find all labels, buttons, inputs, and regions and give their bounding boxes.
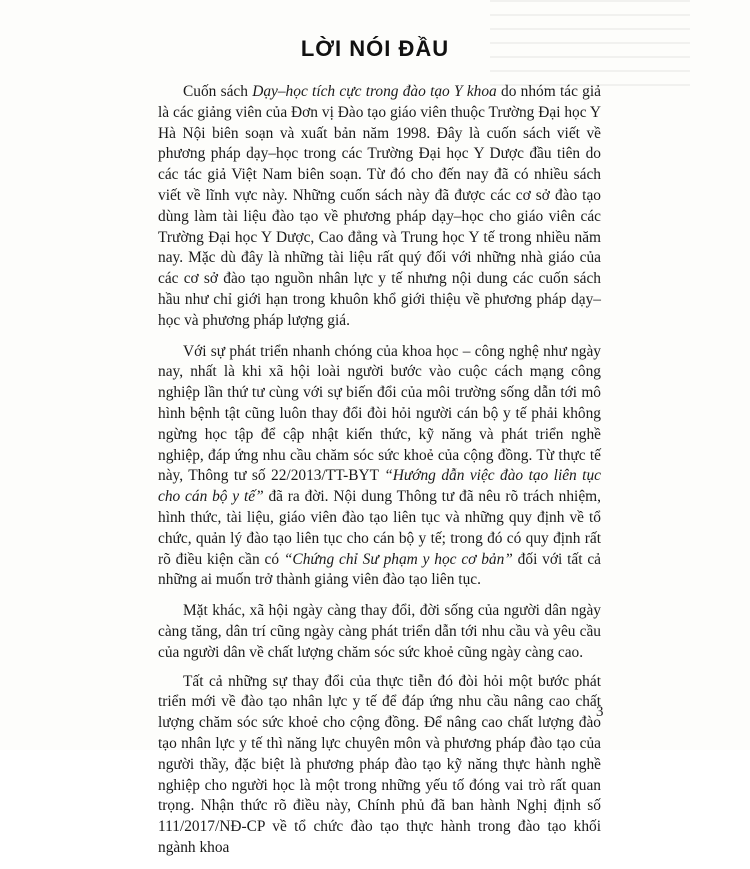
page-title: LỜI NÓI ĐẦU bbox=[300, 36, 450, 61]
paragraph-2 bbox=[158, 342, 601, 592]
page-number: 3 bbox=[596, 704, 604, 720]
circular-title: “Hướng dẫn việc đào tạo liên tục cho cán bộ y tế” bbox=[158, 467, 601, 506]
paragraph-1-lead: Cuốn sách bbox=[183, 83, 253, 100]
paragraph-1 bbox=[158, 82, 601, 332]
paragraph-4: Tất cả những sự thay đổi của thực tiễn đó đòi hỏi một bước phát triển mới về đào tạo nhân lực y tế để đáp ứng nhu cầu nâng cao chất lượng chăm sóc sức khoẻ cho cộng đồng. Để nâng cao chất lượng đào tạo nhân lực y tế thì năng lực chuyên môn và phương pháp đào tạo của người thầy, đặc biệt là phương pháp đào tạo kỹ năng thực hành nghề nghiệp cho người học là một trong những yếu tố đóng vai trò rất quan trọng. Nhận thức rõ điều này, Chính phủ đã ban hành Nghị định số 111/2017/NĐ-CP về tổ chức đào tạo thực hành trong đào tạo khối ngành khoa bbox=[158, 672, 601, 856]
paragraph-3: Mặt khác, xã hội ngày càng thay đổi, đời sống của người dân ngày càng tăng, dân trí cũng ngày càng phát triển dẫn tới nhu cầu và yêu cầu của người dân về chất lượng chăm sóc sức khoẻ cũng ngày càng cao. bbox=[158, 602, 601, 661]
paragraph-2-rest: đối với tất cả những ai muốn trở thành giảng viên đào tạo liên tục. bbox=[158, 550, 601, 589]
paragraph-2-middle: đã ra đời. Nội dung Thông tư đã nêu rõ trách nhiệm, hình thức, tài liệu, giáo viên đào tạo liên tục và những quy định về tổ chức, quản lý đào tạo liên tục cho cán bộ y tế; trong đó có quy định rất rõ điều kiện cần có bbox=[158, 488, 601, 568]
body-text bbox=[158, 82, 601, 869]
book-title: Dạy–học tích cực trong đào tạo Y khoa bbox=[252, 83, 497, 100]
certificate-title: “Chứng chỉ Sư phạm y học cơ bản” bbox=[283, 550, 513, 568]
paragraph-1-rest: do nhóm tác giả là các giảng viên của Đơn vị Đào tạo giáo viên thuộc Trường Đại học Y Hà Nội biên soạn và xuất bản năm 1998. Đây là cuốn sách viết về phương pháp dạy–học trong các Trường Đại học Y Dược đầu tiên do các tác giả Việt Nam biên soạn. Từ đó cho đến nay đã có nhiều sách viết về lĩnh vực này. Những cuốn sách này đã được các cơ sở đào tạo dùng làm tài liệu đào tạo về phương pháp dạy–học cho giáo viên các Trường Đại học Y Dược, Cao đẳng và Trung học Y tế trong nhiều năm nay. Mặc dù đây là những tài liệu rất quý đối với những nhà giáo của các cơ sở đào tạo nguồn nhân lực y tế nhưng nội dung các cuốn sách hầu như chỉ giới hạn trong khuôn khổ giới thiệu về phương pháp dạy–học và phương pháp lượng giá. bbox=[158, 83, 601, 329]
paragraph-2-lead: Với sự phát triển nhanh chóng của khoa học – công nghệ như ngày nay, nhất là khi xã hội loài người bước vào cuộc cách mạng công nghiệp lần thứ tư cùng với sự biến đổi của môi trường sống dẫn tới mô hình bệnh tật cũng luôn thay đổi đòi hỏi người cán bộ y tế phải không ngừng học tập để cập nhật kiến thức, kỹ năng và phát triển nghề nghiệp, đáp ứng nhu cầu chăm sóc sức khoẻ của cộng đồng. Từ thực tế này, Thông tư số 22/2013/TT-BYT bbox=[158, 342, 601, 485]
